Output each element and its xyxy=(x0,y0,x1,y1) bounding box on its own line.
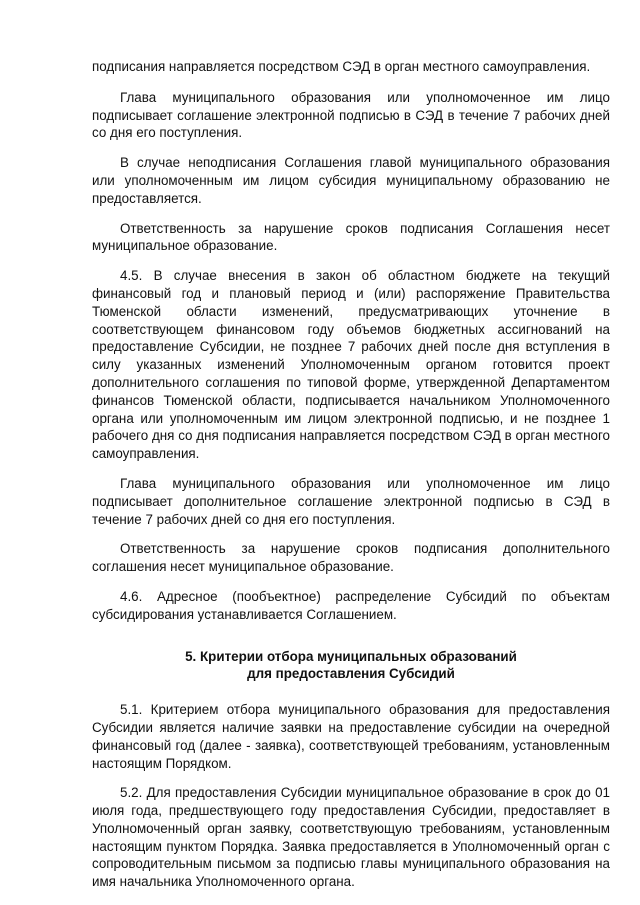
document-page xyxy=(92,58,610,903)
paragraph-4-5: 4.5. В случае внесения в закон об областном бюджете на текущий финансовый год и плановый период и (или) распоряжение Правительства Тюменской области изменений, предусматривающих уточнение в соответствующем финансовом году объемов бюджетных ассигнований на предоставление Субсидии, не позднее 7 рабочих дней после дня вступления в силу указанных изменений Уполномоченным органом готовится проект дополнительного соглашения по типовой форме, утвержденной Департаментом финансов Тюменской области, подписывается начальником Уполномоченного органа или уполномоченным им лицом электронной подписью, и не позднее 1 рабочего дня со дня подписания направляется посредством СЭД в орган местного самоуправления. xyxy=(92,268,610,462)
section-heading xyxy=(92,648,610,684)
section-heading-line1: 5. Критерии отбора муниципальных образований xyxy=(185,648,517,664)
paragraph: Ответственность за нарушение сроков подписания Соглашения несет муниципальное образование. xyxy=(92,220,610,254)
paragraph: подписания направляется посредством СЭД в орган местного самоуправления. xyxy=(92,59,591,74)
paragraph: Глава муниципального образования или уполномоченное им лицо подписывает дополнительное соглашение электронной подписью в СЭД в течение 7 рабочих дней со дня его поступления. xyxy=(92,475,610,527)
paragraph-5-2: 5.2. Для предоставления Субсидии муниципальное образование в срок до 01 июля года, предшествующего году предоставления Субсидии, предоставляет в Уполномоченный орган заявку, соответствующую требованиям, установленным настоящим пунктом Порядка. Заявка предоставляется в Уполномоченный орган с сопроводительным письмом за подписью главы муниципального образования на имя начальника Уполномоченного органа. xyxy=(92,785,610,890)
section-heading-line2: для предоставления Субсидий xyxy=(247,666,455,682)
paragraph: В случае неподписания Соглашения главой муниципального образования или уполномоченным им лицом субсидия муниципальному образованию не предоставляется. xyxy=(92,155,610,206)
paragraph-4-6: 4.6. Адресное (пообъектное) распределение Субсидий по объектам субсидирования устанавливается Соглашением. xyxy=(92,588,610,622)
paragraph-5-1: 5.1. Критерием отбора муниципального образования для предоставления Субсидии является наличие заявки на предоставление субсидии на очередной финансовый год (далее - заявка), соответствующей требованиям, установленным настоящим Порядком. xyxy=(92,702,610,771)
paragraph: Глава муниципального образования или уполномоченное им лицо подписывает соглашение электронной подписью в СЭД в течение 7 рабочих дней со дня его поступления. xyxy=(92,89,610,141)
paragraph: Ответственность за нарушение сроков подписания дополнительного соглашения несет муниципальное образование. xyxy=(92,541,610,575)
